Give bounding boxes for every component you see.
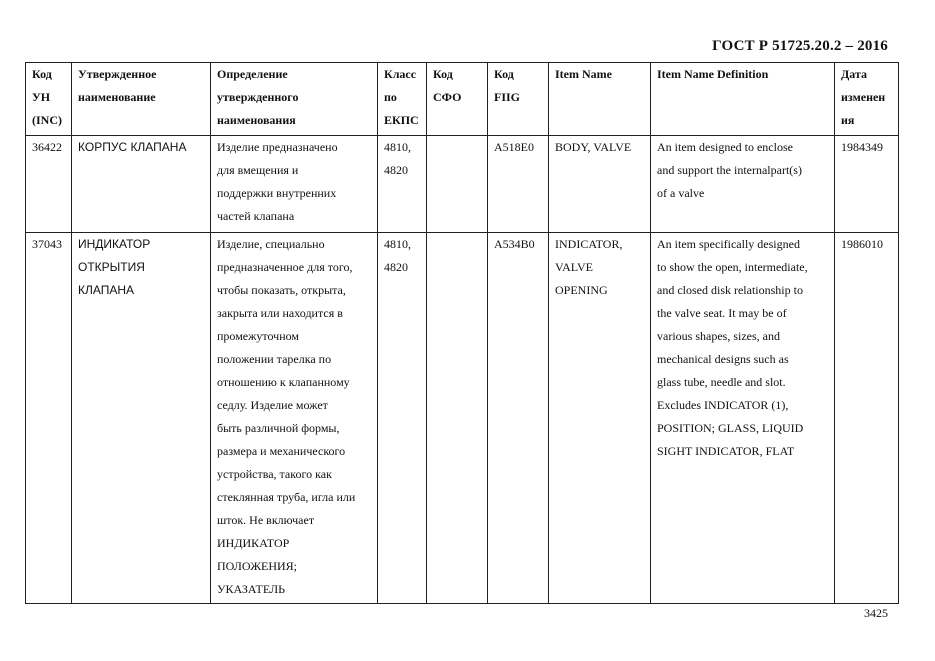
cell-sfo xyxy=(427,136,488,233)
cell-inc: 37043 xyxy=(26,233,72,604)
header-date: Дата изменен ия xyxy=(835,63,899,136)
cell-definition: Изделие, специально предназначенное для того, чтобы показать, открыта, закрыта или находится в промежуточном положении тарелка по отношению к клапанному седлу. Изделие может быть различной формы, размера и механического устройства, такого как стеклянная труба, игла или шток. Не включает ИНДИКАТОР ПОЛОЖЕНИЯ; УКАЗАТЕЛЬ xyxy=(211,233,378,604)
page-number: 3425 xyxy=(864,606,888,620)
header-item-name-definition: Item Name Definition xyxy=(651,63,835,136)
cell-class: 4810, 4820 xyxy=(378,233,427,604)
cell-item-name: INDICATOR, VALVE OPENING xyxy=(549,233,651,604)
table-row xyxy=(26,136,899,233)
cell-item-name-definition: An item specifically designed to show the open, intermediate, and closed disk relationship to the valve seat. It may be of various shapes, sizes, and mechanical designs such as glass tube, needle and slot. Excludes INDICATOR (1), POSITION; GLASS, LIQUID SIGHT INDICATOR, FLAT xyxy=(651,233,835,604)
header-approved-name: Утвержденное наименование xyxy=(72,63,211,136)
cell-inc: 36422 xyxy=(26,136,72,233)
header-class: Класс по ЕКПС xyxy=(378,63,427,136)
header-item-name: Item Name xyxy=(549,63,651,136)
cell-date: 1986010 xyxy=(835,233,899,604)
header-sfo: Код СФО xyxy=(427,63,488,136)
cell-item-name-definition: An item designed to enclose and support the internalpart(s) of a valve xyxy=(651,136,835,233)
header-inc: Код УН (INC) xyxy=(26,63,72,136)
header-fiig: Код FIIG xyxy=(488,63,549,136)
cell-class: 4810, 4820 xyxy=(378,136,427,233)
cell-definition: Изделие предназначено для вмещения и поддержки внутренних частей клапана xyxy=(211,136,378,233)
cell-fiig: A518E0 xyxy=(488,136,549,233)
cell-approved-name: ИНДИКАТОР ОТКРЫТИЯ КЛАПАНА xyxy=(72,233,211,604)
table-row xyxy=(26,233,899,604)
table-header-row xyxy=(26,63,899,136)
header-definition: Определение утвержденного наименования xyxy=(211,63,378,136)
cell-date: 1984349 xyxy=(835,136,899,233)
standard-designation: ГОСТ Р 51725.20.2 – 2016 xyxy=(712,38,888,54)
cell-sfo xyxy=(427,233,488,604)
cell-item-name: BODY, VALVE xyxy=(549,136,651,233)
cell-approved-name: КОРПУС КЛАПАНА xyxy=(72,136,211,233)
cell-fiig: A534B0 xyxy=(488,233,549,604)
catalog-table xyxy=(25,62,899,604)
